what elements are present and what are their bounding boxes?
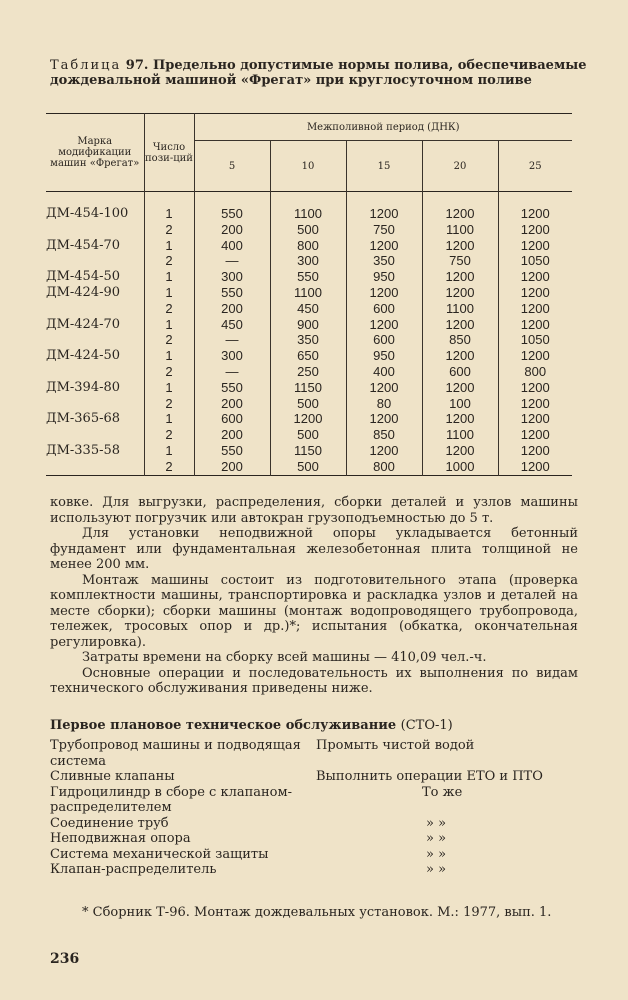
cell-mark: ДМ-424-70 xyxy=(46,316,121,332)
body-text xyxy=(50,495,578,697)
norms-table xyxy=(46,113,572,476)
caption-label: Таблица xyxy=(50,58,122,73)
cell-value: 1200 xyxy=(445,379,475,395)
header-mark: Марка модификации машин «Фрегат» xyxy=(50,136,140,169)
cell-value: 1 xyxy=(165,206,173,221)
cell-v10 xyxy=(270,317,346,349)
cell-pos xyxy=(144,285,194,317)
cell-value: 1200 xyxy=(445,316,475,332)
cell-value: 1200 xyxy=(445,284,475,300)
operation-action: Промыть чистой водой xyxy=(316,738,475,753)
cell-pos xyxy=(144,380,194,412)
cell-value: 1200 xyxy=(445,411,475,427)
cell-value: 2 xyxy=(165,253,173,269)
cell-value: 1200 xyxy=(520,442,550,458)
cell-value: 1200 xyxy=(520,237,550,253)
cell-value: 2 xyxy=(165,458,173,474)
cell-v20 xyxy=(422,192,498,238)
cell-value: 300 xyxy=(221,269,243,285)
operation-name: Трубопровод машины и подводящая система xyxy=(50,738,301,769)
cell-value: 1 xyxy=(165,442,173,458)
cell-value: 1200 xyxy=(293,411,323,427)
cell-value: 550 xyxy=(221,379,243,395)
operation-name: Система механической защиты xyxy=(50,846,269,862)
cell-v25 xyxy=(498,380,572,412)
cell-value: 1200 xyxy=(520,348,550,364)
cell-value: 1200 xyxy=(520,411,550,427)
cell-value: 1 xyxy=(165,237,173,253)
section-title xyxy=(50,718,453,733)
operation-row xyxy=(50,847,578,863)
cell-v10 xyxy=(270,192,346,238)
cell-value: 1200 xyxy=(520,316,550,332)
cell-v25 xyxy=(498,348,572,380)
operation-row xyxy=(50,816,578,832)
cell-v10 xyxy=(270,285,346,317)
cell-value: 600 xyxy=(373,300,395,316)
operation-row xyxy=(50,862,578,878)
footnote xyxy=(50,904,580,921)
cell-value: 1200 xyxy=(520,221,550,237)
cell-v20 xyxy=(422,238,498,270)
cell-value: 750 xyxy=(449,253,471,269)
cell-pos xyxy=(144,317,194,349)
cell-value: 1200 xyxy=(520,269,550,285)
cell-value: 800 xyxy=(297,237,319,253)
operation-name: Клапан-распределитель xyxy=(50,862,217,877)
operation-row xyxy=(50,769,578,785)
cell-v10 xyxy=(270,269,346,285)
cell-pos xyxy=(144,411,194,443)
operations-list xyxy=(50,738,578,878)
cell-value: 850 xyxy=(449,332,471,348)
operation-name: Неподвижная опора xyxy=(50,831,191,846)
cell-value: 1000 xyxy=(445,458,475,474)
cell-value: 2 xyxy=(165,427,173,443)
cell-v15 xyxy=(346,238,422,270)
cell-value: 800 xyxy=(373,458,395,474)
paragraph: Основные операции и последовательность их выполнения по видам технического обслуживания приведены ниже. xyxy=(50,665,578,696)
cell-value: 200 xyxy=(221,427,243,443)
cell-v25 xyxy=(498,411,572,443)
table-row xyxy=(46,348,572,380)
operation-action: » » xyxy=(426,815,447,831)
table-row xyxy=(46,269,572,285)
cell-value: 1200 xyxy=(369,237,399,253)
cell-value: 1200 xyxy=(445,269,475,285)
cell-value: 500 xyxy=(297,395,319,411)
caption-text: 97. Предельно допустимые нормы полива, обеспечиваемые дождевальной машиной «Фрегат» при круглосуточном поливе xyxy=(50,58,587,88)
operation-action: То же xyxy=(422,784,463,800)
cell-v20 xyxy=(422,317,498,349)
cell-pos xyxy=(144,269,194,285)
cell-value: 1150 xyxy=(294,442,322,458)
operation-row xyxy=(50,831,578,847)
table-caption xyxy=(50,58,590,88)
cell-value: 600 xyxy=(221,411,243,427)
cell-v15 xyxy=(346,192,422,238)
cell-pos xyxy=(144,192,194,238)
cell-value: 1200 xyxy=(520,427,550,443)
cell-mark: ДМ-454-70 xyxy=(46,237,121,253)
cell-value: 1100 xyxy=(294,284,322,300)
header-period-25: 25 xyxy=(498,141,572,192)
operation-name: Гидроцилиндр в сборе с клапаном-распределителем xyxy=(50,784,292,815)
cell-value: 200 xyxy=(221,395,243,411)
cell-v15 xyxy=(346,380,422,412)
cell-v5 xyxy=(194,411,270,443)
cell-v20 xyxy=(422,411,498,443)
cell-value: 100 xyxy=(449,395,471,411)
operation-name: Сливные клапаны xyxy=(50,769,175,784)
cell-value: 600 xyxy=(373,332,395,348)
cell-v25 xyxy=(498,285,572,317)
cell-mark: ДМ-365-68 xyxy=(46,411,121,427)
header-period-10: 10 xyxy=(270,141,346,192)
operation-action: » » xyxy=(426,846,447,862)
cell-value: 550 xyxy=(221,284,243,300)
cell-value: 1100 xyxy=(294,206,322,221)
section-title-text: Первое плановое техническое обслуживание xyxy=(50,718,397,733)
cell-value: 850 xyxy=(373,427,395,443)
cell-value: 1050 xyxy=(520,332,550,348)
header-period-20: 20 xyxy=(422,141,498,192)
cell-value: — xyxy=(225,363,239,379)
cell-v5 xyxy=(194,285,270,317)
cell-value: 200 xyxy=(221,221,243,237)
cell-value: 200 xyxy=(221,300,243,316)
cell-v15 xyxy=(346,411,422,443)
page-number: 236 xyxy=(50,951,80,967)
cell-value: 950 xyxy=(373,348,395,364)
cell-mark: ДМ-335-58 xyxy=(46,442,121,458)
cell-value: 1 xyxy=(165,284,173,300)
cell-mark: ДМ-394-80 xyxy=(46,379,121,395)
cell-value: 1 xyxy=(165,379,173,395)
cell-value: 1100 xyxy=(446,427,474,443)
cell-mark: ДМ-454-100 xyxy=(46,206,129,221)
cell-value: 400 xyxy=(221,237,243,253)
cell-value: 900 xyxy=(297,316,319,332)
cell-value: 300 xyxy=(297,253,319,269)
cell-value: 300 xyxy=(221,348,243,364)
cell-v5 xyxy=(194,238,270,270)
cell-value: 950 xyxy=(373,269,395,285)
cell-value: 1200 xyxy=(520,458,550,474)
cell-value: 1 xyxy=(165,411,173,427)
cell-value: 1200 xyxy=(520,379,550,395)
operation-action: » » xyxy=(426,862,447,877)
cell-value: 1200 xyxy=(520,284,550,300)
cell-value: 1200 xyxy=(369,411,399,427)
table-row xyxy=(46,443,572,475)
cell-value: 500 xyxy=(297,427,319,443)
cell-value: 350 xyxy=(297,332,319,348)
cell-value: 1200 xyxy=(445,442,475,458)
cell-mark: ДМ-454-50 xyxy=(46,269,121,285)
cell-v25 xyxy=(498,269,572,285)
cell-v25 xyxy=(498,317,572,349)
cell-value: 1200 xyxy=(445,206,475,221)
cell-value: 550 xyxy=(221,442,243,458)
cell-value: 1200 xyxy=(520,206,550,221)
header-period-15: 15 xyxy=(346,141,422,192)
paragraph: Монтаж машины состоит из подготовительного этапа (проверка комплектности машины, транспортировка и раскладка узлов и деталей на месте сборки); сборки машины (монтаж водопроводящего трубопровода, тележек, тросовых опор и др.)*; испытания (обкатка, окончательная регулировка). xyxy=(50,572,578,650)
operation-row xyxy=(50,785,578,816)
cell-value: 2 xyxy=(165,363,173,379)
cell-value: 2 xyxy=(165,332,173,348)
table-row xyxy=(46,411,572,443)
cell-value: 800 xyxy=(524,363,547,379)
cell-v15 xyxy=(346,317,422,349)
cell-value: 1150 xyxy=(294,379,322,395)
cell-v5 xyxy=(194,443,270,475)
header-positions: Число пози-ций xyxy=(144,114,194,192)
operation-action: » » xyxy=(426,831,447,846)
cell-value: 400 xyxy=(373,363,395,379)
cell-mark: ДМ-424-90 xyxy=(46,284,121,300)
cell-v25 xyxy=(498,192,572,238)
cell-pos xyxy=(144,348,194,380)
paragraph: Для установки неподвижной опоры укладывается бетонный фундамент или фундаментальная железобетонная плита толщиной не менее 200 мм. xyxy=(50,526,578,572)
cell-value: 1 xyxy=(165,348,173,364)
cell-v5 xyxy=(194,192,270,238)
cell-v10 xyxy=(270,443,346,475)
cell-value: 350 xyxy=(373,253,395,269)
section-code: (СТО-1) xyxy=(400,718,453,733)
cell-v20 xyxy=(422,443,498,475)
cell-value: 2 xyxy=(165,300,173,316)
cell-pos xyxy=(144,238,194,270)
cell-value: 550 xyxy=(297,269,319,285)
footnote-text: * Сборник Т-96. Монтаж дождевальных установок. М.: 1977, вып. 1. xyxy=(82,905,552,920)
table-row xyxy=(46,317,572,349)
table-row xyxy=(46,380,572,412)
cell-value: 1 xyxy=(165,269,173,285)
header-period: Межполивной период (ДНК) xyxy=(194,114,572,141)
cell-value: 1200 xyxy=(369,316,399,332)
cell-value: 1 xyxy=(165,316,173,332)
cell-value: 650 xyxy=(297,348,319,364)
cell-v10 xyxy=(270,380,346,412)
cell-value: 200 xyxy=(221,458,243,474)
cell-value: 1200 xyxy=(369,284,399,300)
table-body xyxy=(46,192,572,476)
table-row xyxy=(46,238,572,270)
cell-value: 1200 xyxy=(520,300,550,316)
cell-pos xyxy=(144,443,194,475)
paragraph: ковке. Для выгрузки, распределения, сборки деталей и узлов машины используют погрузчик или автокран грузоподъемностью до 5 т. xyxy=(50,495,578,526)
cell-value: 2 xyxy=(165,221,173,237)
cell-v5 xyxy=(194,348,270,380)
cell-v10 xyxy=(270,238,346,270)
cell-value: 1200 xyxy=(369,442,399,458)
paragraph: Затраты времени на сборку всей машины — 410,09 чел.-ч. xyxy=(82,650,487,665)
cell-value: 1100 xyxy=(446,300,474,316)
cell-v20 xyxy=(422,269,498,285)
cell-value: 600 xyxy=(449,363,471,379)
cell-value: 550 xyxy=(221,206,243,221)
cell-v15 xyxy=(346,269,422,285)
cell-v20 xyxy=(422,380,498,412)
cell-value: — xyxy=(225,332,239,348)
cell-mark: ДМ-424-50 xyxy=(46,348,121,364)
table-row xyxy=(46,192,572,238)
cell-value: 1200 xyxy=(445,237,475,253)
cell-v25 xyxy=(498,238,572,270)
cell-value: 450 xyxy=(297,300,319,316)
cell-v20 xyxy=(422,348,498,380)
cell-v10 xyxy=(270,348,346,380)
cell-value: 500 xyxy=(297,458,319,474)
operation-row xyxy=(50,738,578,769)
cell-v5 xyxy=(194,380,270,412)
cell-v20 xyxy=(422,285,498,317)
cell-v15 xyxy=(346,443,422,475)
cell-value: — xyxy=(225,253,239,269)
cell-v25 xyxy=(498,443,572,475)
table-row xyxy=(46,285,572,317)
cell-value: 750 xyxy=(373,221,395,237)
operation-action: Выполнить операции ЕТО и ПТО xyxy=(316,769,543,784)
cell-value: 1050 xyxy=(520,253,550,269)
cell-v5 xyxy=(194,269,270,285)
cell-value: 1200 xyxy=(369,379,399,395)
header-period-5: 5 xyxy=(194,141,270,192)
cell-value: 450 xyxy=(221,316,243,332)
cell-v15 xyxy=(346,285,422,317)
cell-value: 1200 xyxy=(369,206,399,221)
cell-value: 250 xyxy=(297,363,319,379)
cell-v10 xyxy=(270,411,346,443)
cell-value: 1100 xyxy=(446,221,474,237)
cell-v15 xyxy=(346,348,422,380)
cell-value: 2 xyxy=(165,395,173,411)
cell-v5 xyxy=(194,317,270,349)
operation-name: Соединение труб xyxy=(50,815,169,831)
cell-value: 80 xyxy=(376,395,392,411)
cell-value: 1200 xyxy=(520,395,550,411)
cell-value: 1200 xyxy=(445,348,475,364)
cell-value: 500 xyxy=(297,221,319,237)
